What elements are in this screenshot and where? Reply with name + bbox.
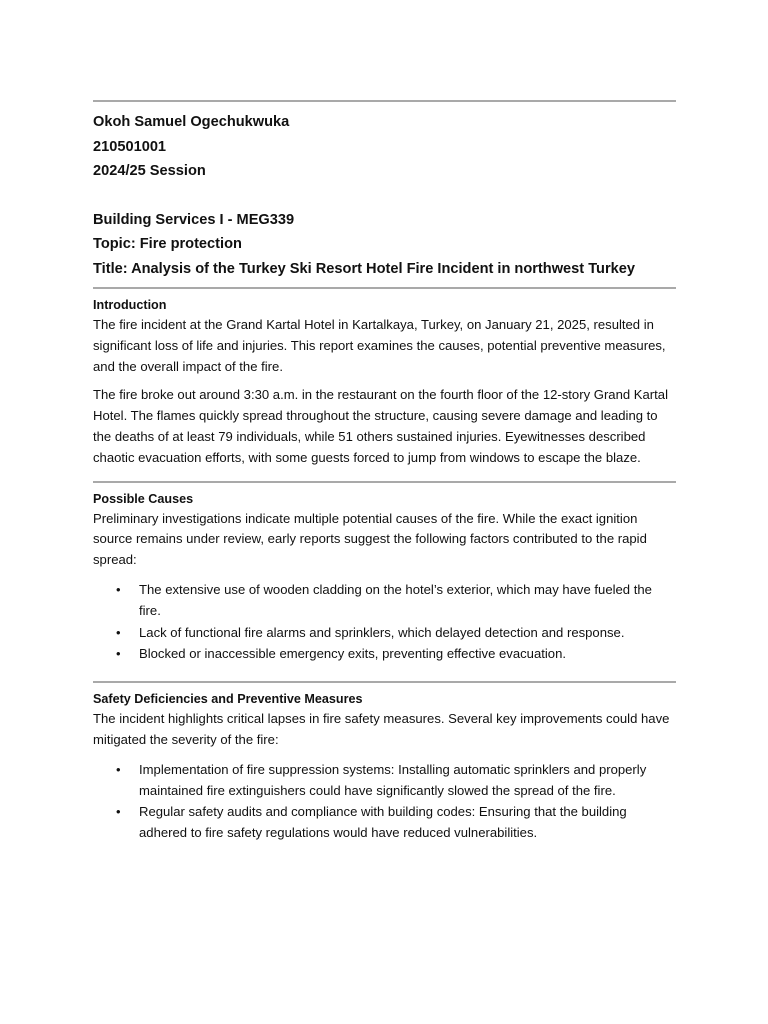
bullet-icon: • bbox=[116, 624, 121, 640]
list-item bbox=[93, 623, 676, 644]
introduction-paragraph: The fire broke out around 3:30 a.m. in the restaurant on the fourth floor of the 12-story Grand Kartal Hotel. The flames quickly spread throughout the structure, causing severe damage and leading to the deaths of at least 79 individuals, while 51 others sustained injuries. Eyewitnesses described chaotic evacuation efforts, with some guests forced to jump from windows to escape the blaze. bbox=[93, 387, 668, 465]
bullet-icon: • bbox=[116, 646, 121, 662]
report-title: Title: Analysis of the Turkey Ski Resort Hotel Fire Incident in northwest Turkey bbox=[93, 260, 635, 277]
list-item-text: Regular safety audits and compliance with building codes: Ensuring that the building adhered to fire safety regulations would have reduced vulnerabilities. bbox=[139, 804, 627, 841]
list-item-text: Lack of functional fire alarms and sprinklers, which delayed detection and response. bbox=[139, 624, 625, 640]
causes-list bbox=[93, 580, 676, 665]
bullet-icon: • bbox=[116, 581, 121, 597]
causes-intro: Preliminary investigations indicate multiple potential causes of the fire. While the exact ignition source remains under review, early reports suggest the following factors contributed to the rapid spread: bbox=[93, 510, 647, 568]
safety-heading: Safety Deficiencies and Preventive Measures bbox=[93, 692, 363, 707]
section-divider bbox=[93, 681, 676, 683]
list-item bbox=[93, 580, 676, 622]
document-page bbox=[93, 100, 676, 845]
author-name: Okoh Samuel Ogechukwuka bbox=[93, 114, 290, 130]
list-item bbox=[93, 760, 676, 802]
topic-line: Topic: Fire protection bbox=[93, 236, 242, 252]
introduction-heading: Introduction bbox=[93, 298, 167, 312]
document-header bbox=[93, 102, 676, 281]
list-item bbox=[93, 644, 676, 665]
introduction-section bbox=[93, 287, 676, 469]
list-item-text: The extensive use of wooden cladding on the hotel’s exterior, which may have fueled the fire. bbox=[139, 581, 652, 618]
list-item bbox=[93, 802, 676, 844]
matric-number: 210501001 bbox=[93, 138, 167, 155]
list-item-text: Implementation of fire suppression systems: Installing automatic sprinklers and properly maintained fire extinguishers could have significantly slowed the spread of the fire. bbox=[139, 761, 647, 798]
bullet-icon: • bbox=[116, 804, 121, 820]
section-divider bbox=[93, 287, 676, 289]
bullet-icon: • bbox=[116, 761, 121, 777]
safety-list bbox=[93, 760, 676, 844]
causes-heading: Possible Causes bbox=[93, 491, 194, 506]
list-item-text: Blocked or inaccessible emergency exits, preventing effective evacuation. bbox=[139, 646, 566, 662]
causes-section bbox=[93, 481, 676, 666]
introduction-paragraph: The fire incident at the Grand Kartal Hotel in Kartalkaya, Turkey, on January 21, 2025, resulted in significant loss of life and injuries. This report examines the causes, potential preventive measures, and the overall impact of the fire. bbox=[93, 317, 666, 374]
section-divider bbox=[93, 481, 676, 483]
safety-intro: The incident highlights critical lapses in fire safety measures. Several key improvements could have mitigated the severity of the fire: bbox=[93, 711, 670, 747]
course-title: Building Services I - MEG339 bbox=[93, 211, 295, 228]
safety-section bbox=[93, 681, 676, 844]
session-label: 2024/25 Session bbox=[93, 163, 206, 179]
